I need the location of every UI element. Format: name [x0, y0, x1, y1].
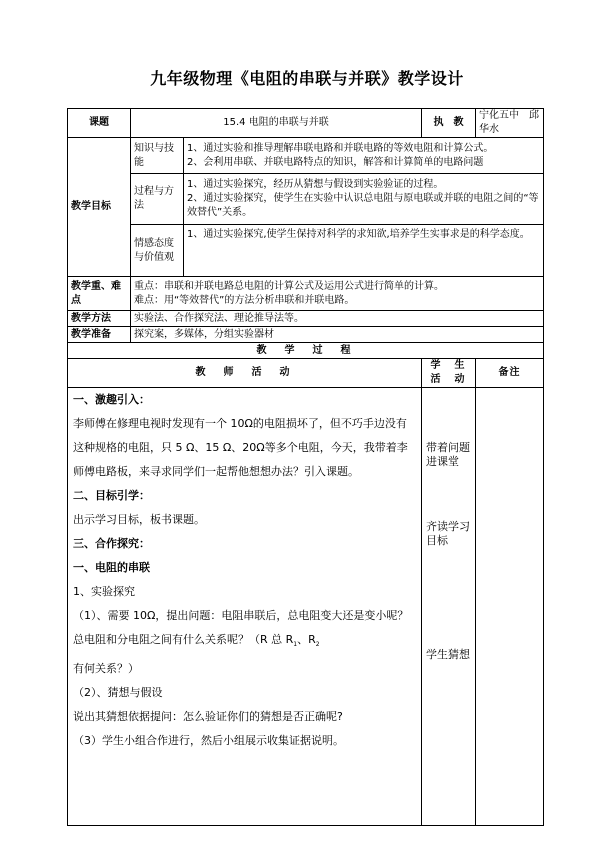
goals-emotion-row	[68, 225, 544, 277]
question-1-end: 有何关系？）	[73, 662, 139, 676]
process-line-2: 2、通过实验探究，使学生在实验中认识总电阻与原电联或并联的电阻之间的“等效替代”关系。	[187, 193, 539, 218]
emotion-label: 情感态度与价值观	[131, 225, 184, 277]
method-label: 教学方法	[68, 311, 131, 327]
goals-knowledge-row	[68, 138, 544, 174]
teacher-activity-cell	[68, 388, 422, 826]
process-label: 过程与方法	[131, 174, 184, 225]
goals-label: 教学目标	[68, 138, 131, 277]
emotion-content	[184, 225, 544, 277]
prep-label: 教学准备	[68, 327, 131, 343]
method-value: 实验法、合作探究法、理论推导法等。	[131, 311, 544, 327]
section-2-text: 出示学习目标，板书课题。	[73, 513, 205, 526]
knowledge-label: 知识与技能	[131, 138, 184, 174]
section-1-title: 一、激趣引入：	[73, 393, 150, 406]
lesson-plan-table	[67, 108, 544, 826]
keypoints-label: 教学重、难点	[68, 277, 131, 311]
student-activity-cell	[422, 388, 476, 826]
header-row	[68, 109, 544, 138]
course-label: 课题	[68, 109, 131, 138]
question-3: （3）学生小组合作进行，然后小组展示收集证据说明。	[73, 734, 344, 748]
process-header-row	[68, 343, 544, 359]
subscript-2: 2	[315, 641, 320, 649]
process-header: 教 学 过 程	[68, 343, 544, 359]
document-title: 九年级物理《电阻的串联与并联》教学设计	[150, 69, 464, 88]
emotion-line-1: 1、通过实验探究,使学生保持对科学的求知欲,培养学生实事求是的科学态度。	[187, 229, 530, 240]
question-1-mid: 、R	[297, 633, 316, 646]
student-activity-3: 学生猜想	[426, 648, 470, 661]
knowledge-line-1: 1、通过实验和推导理解串联电路和并联电路的等效电阻和计算公式。	[187, 142, 494, 154]
teacher-value: 宁化五中 邱华水	[476, 109, 544, 138]
subscript-1: 1	[293, 641, 298, 649]
col-student-activity: 学 生 活 动	[422, 359, 476, 388]
knowledge-line-2: 2、会利用串联、并联电路特点的知识，解答和计算简单的电路问题	[187, 156, 484, 168]
keypoint-line-1: 重点：串联和并联电路总电阻的计算公式及运用公式进行简单的计算。	[134, 280, 444, 292]
col-note: 备注	[476, 359, 544, 388]
question-1	[73, 604, 416, 681]
prep-row	[68, 327, 544, 343]
keypoint-line-2: 难点：用“等效替代”的方法分析串联和并联电路。	[134, 294, 355, 306]
course-value: 15.4 电阻的串联与并联	[131, 109, 422, 138]
question-1-text: （1）、需要 10Ω，提出问题：电阻串联后，总电阻变大还是变小呢？总电阻和分电阻之间有什么关系呢？（R 总 R	[73, 609, 409, 646]
columns-row	[68, 359, 544, 388]
section-3-title: 三、合作探究：	[73, 537, 150, 550]
question-2: （2）、猜想与假设	[73, 686, 163, 700]
section-2-title: 二、目标引学：	[73, 489, 150, 502]
goals-process-row	[68, 174, 544, 225]
section-1-text: 李师傅在修理电视时发现有一个 10Ω的电阻损坏了，但不巧手边没有这种规格的电阻，只 5 Ω、15 Ω、20Ω等多个电阻，今天，我带着李师傅电路板，来寻求同学们一起帮他想想办法？引入课题。	[73, 417, 408, 478]
section-3-subtitle: 一、电阻的串联	[73, 561, 150, 574]
experiment-title: 1、实验探究	[73, 585, 135, 598]
method-row	[68, 311, 544, 327]
prep-value: 探究案，多媒体，分组实验器材	[131, 327, 544, 343]
teacher-label: 执 教	[422, 109, 476, 138]
keypoints-content	[131, 277, 544, 311]
knowledge-content	[184, 138, 544, 174]
process-line-1: 1、通过实验探究，经历从猜想与假设到实验验证的过程。	[187, 179, 444, 190]
process-body-row	[68, 388, 544, 826]
student-activity-1: 带着问题进课堂	[426, 441, 470, 468]
note-cell	[476, 388, 544, 826]
col-teacher-activity: 教 师 活 动	[68, 359, 422, 388]
keypoints-row	[68, 277, 544, 311]
process-content	[184, 174, 544, 225]
student-activity-2: 齐读学习目标	[426, 520, 470, 547]
question-2-text: 说出其猜想依据提问：怎么验证你们的猜想是否正确呢?	[73, 710, 343, 724]
